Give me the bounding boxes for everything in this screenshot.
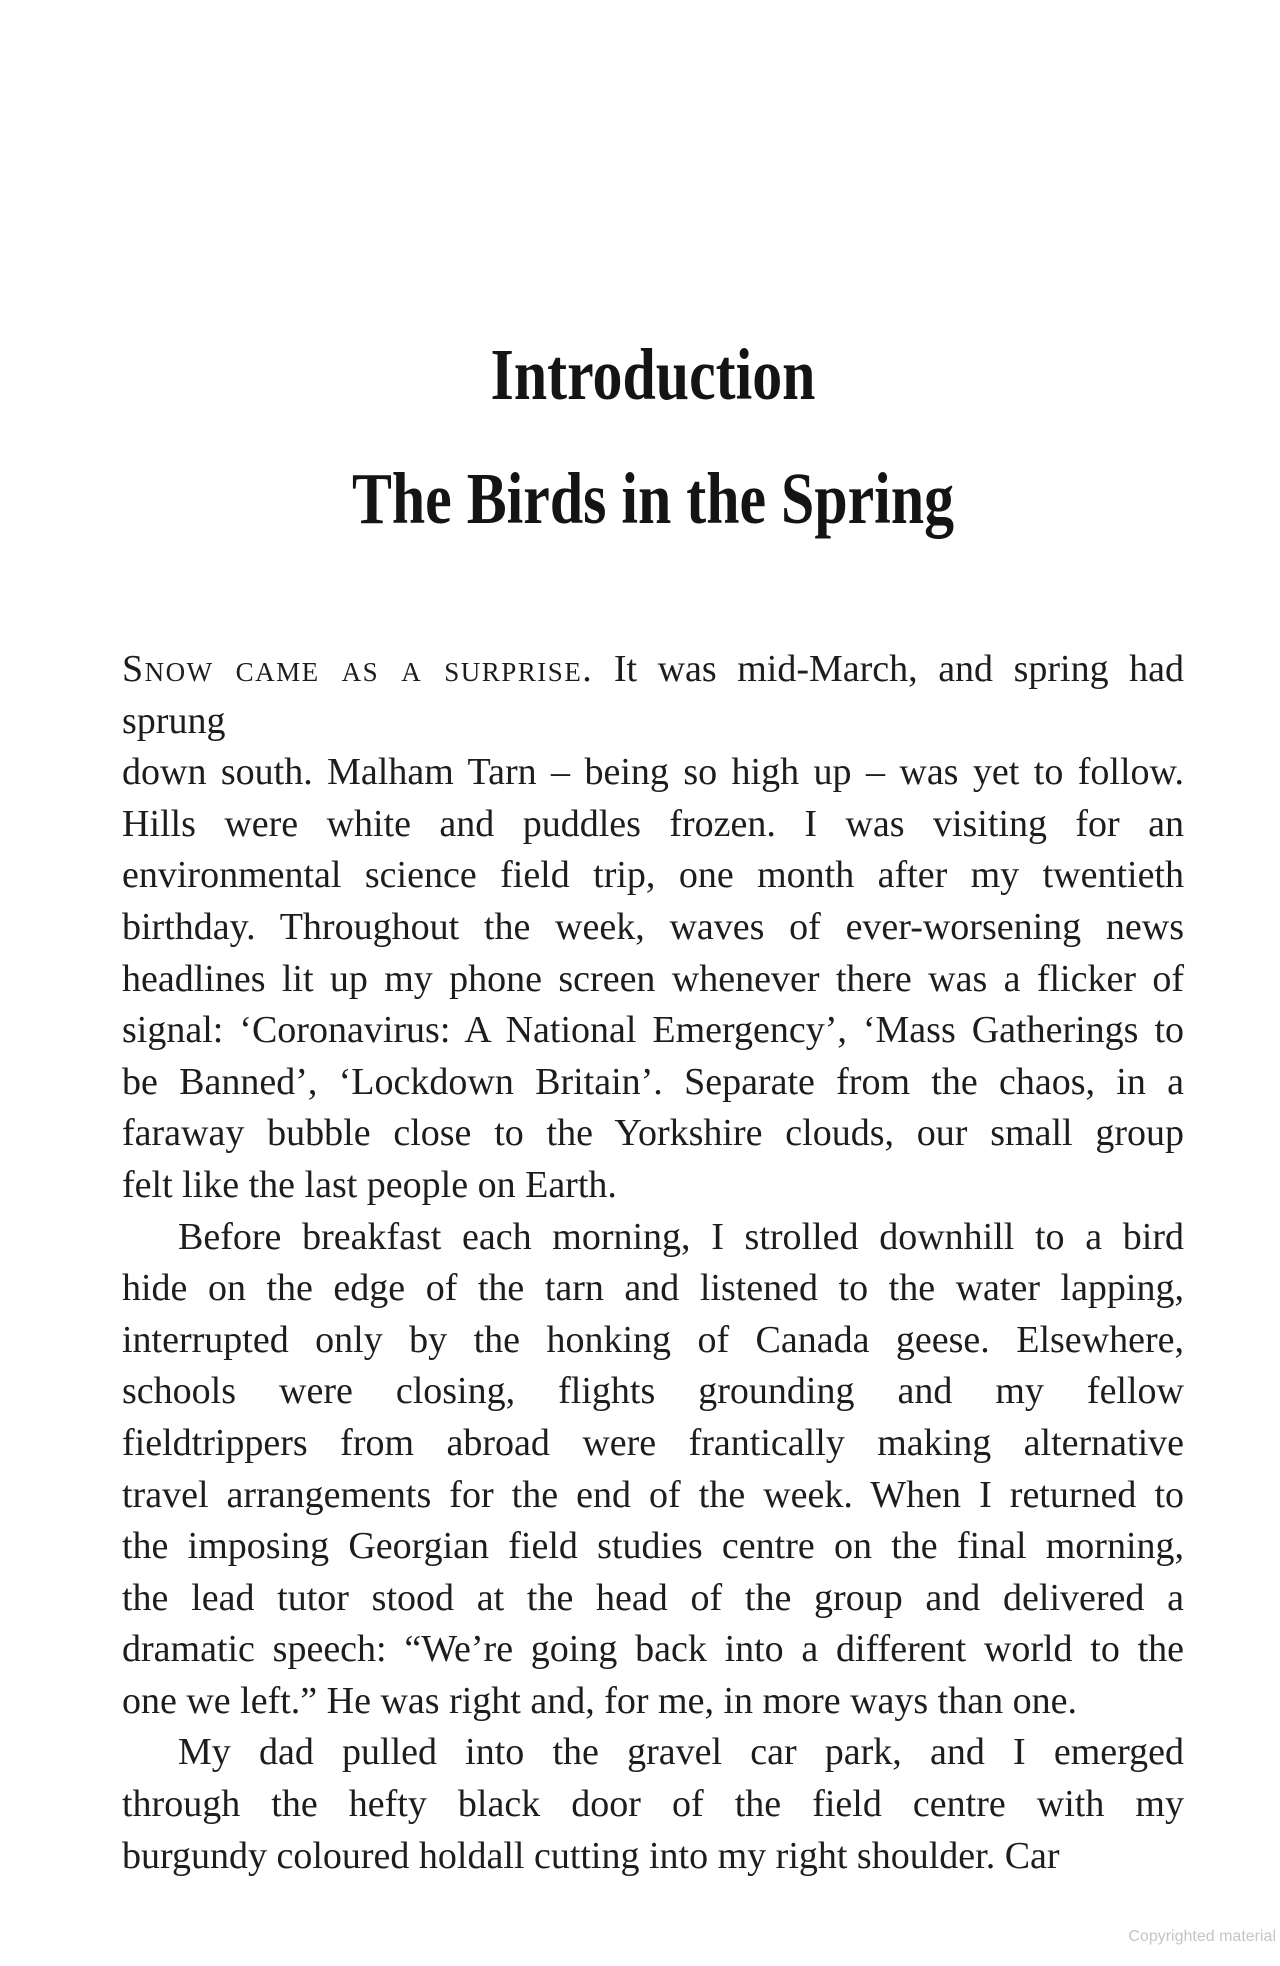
text-line: travel arrangements for the end of the week. When I returned to	[122, 1473, 1184, 1516]
text-line: signal: ‘Coronavirus: A National Emergency’, ‘Mass Gatherings to	[122, 1009, 1184, 1052]
text-line: headlines lit up my phone screen whenever there was a flicker of	[122, 957, 1184, 1000]
text-line: one we left.” He was right and, for me, in more ways than one.	[122, 1679, 1077, 1722]
text-line: faraway bubble close to the Yorkshire clouds, our small group	[122, 1112, 1184, 1155]
chapter-subtitle: The Birds in the Spring	[351, 458, 955, 539]
text-line: the lead tutor stood at the head of the group and delivered a	[122, 1576, 1184, 1619]
text-line: felt like the last people on Earth.	[122, 1163, 617, 1206]
text-line: hide on the edge of the tarn and listened to the water lapping,	[122, 1267, 1184, 1310]
chapter-title: Introduction	[490, 334, 816, 415]
text-line: Hills were white and puddles frozen. I was visiting for an	[122, 802, 1184, 845]
text-line: My dad pulled into the gravel car park, and I emerged	[178, 1731, 1184, 1774]
text-line: Before breakfast each morning, I strolled downhill to a bird	[178, 1215, 1184, 1258]
text-line: be Banned’, ‘Lockdown Britain’. Separate from the chaos, in a	[122, 1060, 1184, 1103]
text-line: interrupted only by the honking of Canada geese. Elsewhere,	[122, 1318, 1184, 1361]
text-line: through the hefty black door of the field centre with my	[122, 1783, 1184, 1826]
text-line: the imposing Georgian field studies centre on the final morning,	[122, 1525, 1184, 1568]
lead-in-smallcaps: Snow came as a surprise.	[122, 648, 594, 690]
text-line: burgundy coloured holdall cutting into my right shoulder. Car	[122, 1834, 1060, 1877]
copyright-watermark: Copyrighted material	[1128, 1928, 1276, 1945]
text-line: environmental science field trip, one month after my twentieth	[122, 854, 1184, 897]
text-line: birthday. Throughout the week, waves of ever-worsening news	[122, 905, 1184, 948]
text-line: fieldtrippers from abroad were frantically making alternative	[122, 1421, 1184, 1464]
text-line: dramatic speech: “We’re going back into a different world to the	[122, 1628, 1184, 1671]
text-line: Snow came as a surprise. It was mid-March, and spring had sprung	[122, 648, 1184, 742]
text-line: down south. Malham Tarn – being so high up – was yet to follow.	[122, 751, 1184, 794]
text-line: schools were closing, flights grounding and my fellow	[122, 1370, 1184, 1413]
body-text	[122, 644, 1184, 1882]
